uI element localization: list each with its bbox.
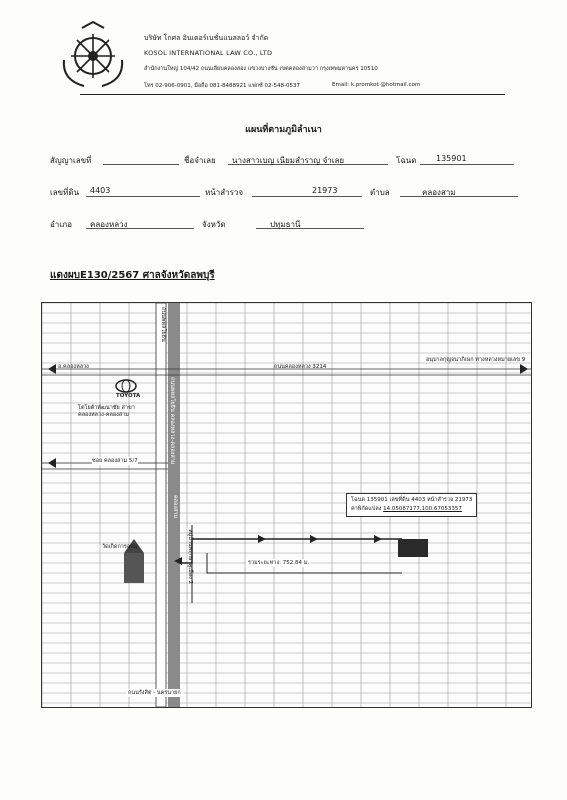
company-name-en: KOSOL INTERNATIONAL LAW CO., LTD <box>144 49 273 57</box>
company-phone: โทร 02-906-0901, มือถือ 081-8488921 แฟกซ์ 02-548-0537 <box>144 83 300 89</box>
deed-label: โฉนด <box>396 156 417 165</box>
road-label-mid: ถนนพหลโยธิน คลองหลวง-คลองสาม <box>169 377 175 465</box>
toyota-text: TOYOTA <box>116 393 141 399</box>
contract-label: สัญญาเลขที่ <box>50 156 92 165</box>
target-coords-label: ค่าพิกัดแปลง <box>351 506 382 512</box>
subdistrict-value: คลองสาม <box>422 188 456 197</box>
contract-field <box>103 164 179 165</box>
district-value: คลองหลวง <box>90 220 128 229</box>
survey-field <box>252 196 362 197</box>
left-arrow-label: อ.คลองหลวง <box>58 364 89 370</box>
target-plot-icon <box>398 539 428 557</box>
toyota-logo-icon <box>116 380 136 392</box>
target-coords: 14.05087177,100.67053357 <box>383 506 462 512</box>
province-label: จังหวัด <box>202 220 226 229</box>
province-value: ปทุมธานี <box>270 220 301 229</box>
target-line2 <box>351 505 472 514</box>
soi-label: ซอย คลองสาม 5/7 <box>92 458 138 464</box>
village-label: หมู่บ้านพฤกษาคูเมือง 2 <box>187 529 193 585</box>
case-reference: แดงผบE130/2567 ศาลจังหวัดลพบุรี <box>50 270 215 281</box>
survey-label: หน้าสำรวจ <box>205 188 244 197</box>
survey-value: 21973 <box>312 186 338 195</box>
toyota-caption: โตโยต้าพัฒนาชัย สาขา คลองหลวง-คลองสาม <box>78 405 135 418</box>
company-address: สำนักงานใหญ่ 104/42 ถนนเลียบคลองสอง แขวงบางชัน เขตคลองสามวา กรุงเทพมหานคร 10510 <box>144 66 378 72</box>
main-road-label: ถนนคลองหลวง 3214 <box>274 364 327 370</box>
distance-label: รวมระยะทาง: 752.84 ม. <box>248 560 310 566</box>
land-no-value: 4403 <box>90 186 111 195</box>
frontage-road <box>156 303 166 707</box>
land-no-label: เลขที่ดิน <box>50 188 80 197</box>
header-divider <box>80 94 505 95</box>
district-label: อำเภอ <box>50 220 73 229</box>
target-info-box <box>346 493 477 517</box>
bottom-road-label: ถนนรังสิต - นครนายก <box>128 690 181 696</box>
company-email: Email: k.promkot @hotmail.com <box>332 82 421 88</box>
subdistrict-field <box>400 196 518 197</box>
klong-label: คลองสาม <box>172 495 178 519</box>
debtor-value: นางสาวเบญ เนียมสำราญ จำเลย <box>232 156 345 165</box>
deed-field <box>420 164 514 165</box>
road-label-top: ถนนพหลโยธิน <box>160 307 166 342</box>
target-line1: โฉนด 135901 เลขที่ดิน 4403 หน้าสำรวจ 21973 <box>351 497 473 503</box>
deed-value: 135901 <box>436 154 467 163</box>
right-road-note: อนุบาลกุญจนาภิเษก ทางหลวงหมายเลข 9 <box>426 357 526 363</box>
debtor-label: ชื่อจำเลย <box>184 156 216 165</box>
page-title: แผนที่ตามภูมิลำเนา <box>245 125 322 135</box>
land-no-field <box>86 196 200 197</box>
temple-label: วัดเกิดการอุดม <box>102 544 138 550</box>
temple-icon <box>124 553 144 583</box>
company-name-th: บริษัท โกศล อินเตอร์เนชั่นแนลลอว์ จำกัด <box>144 34 269 42</box>
subdistrict-label: ตำบล <box>370 188 390 197</box>
company-logo <box>60 20 126 90</box>
location-map <box>41 302 532 708</box>
